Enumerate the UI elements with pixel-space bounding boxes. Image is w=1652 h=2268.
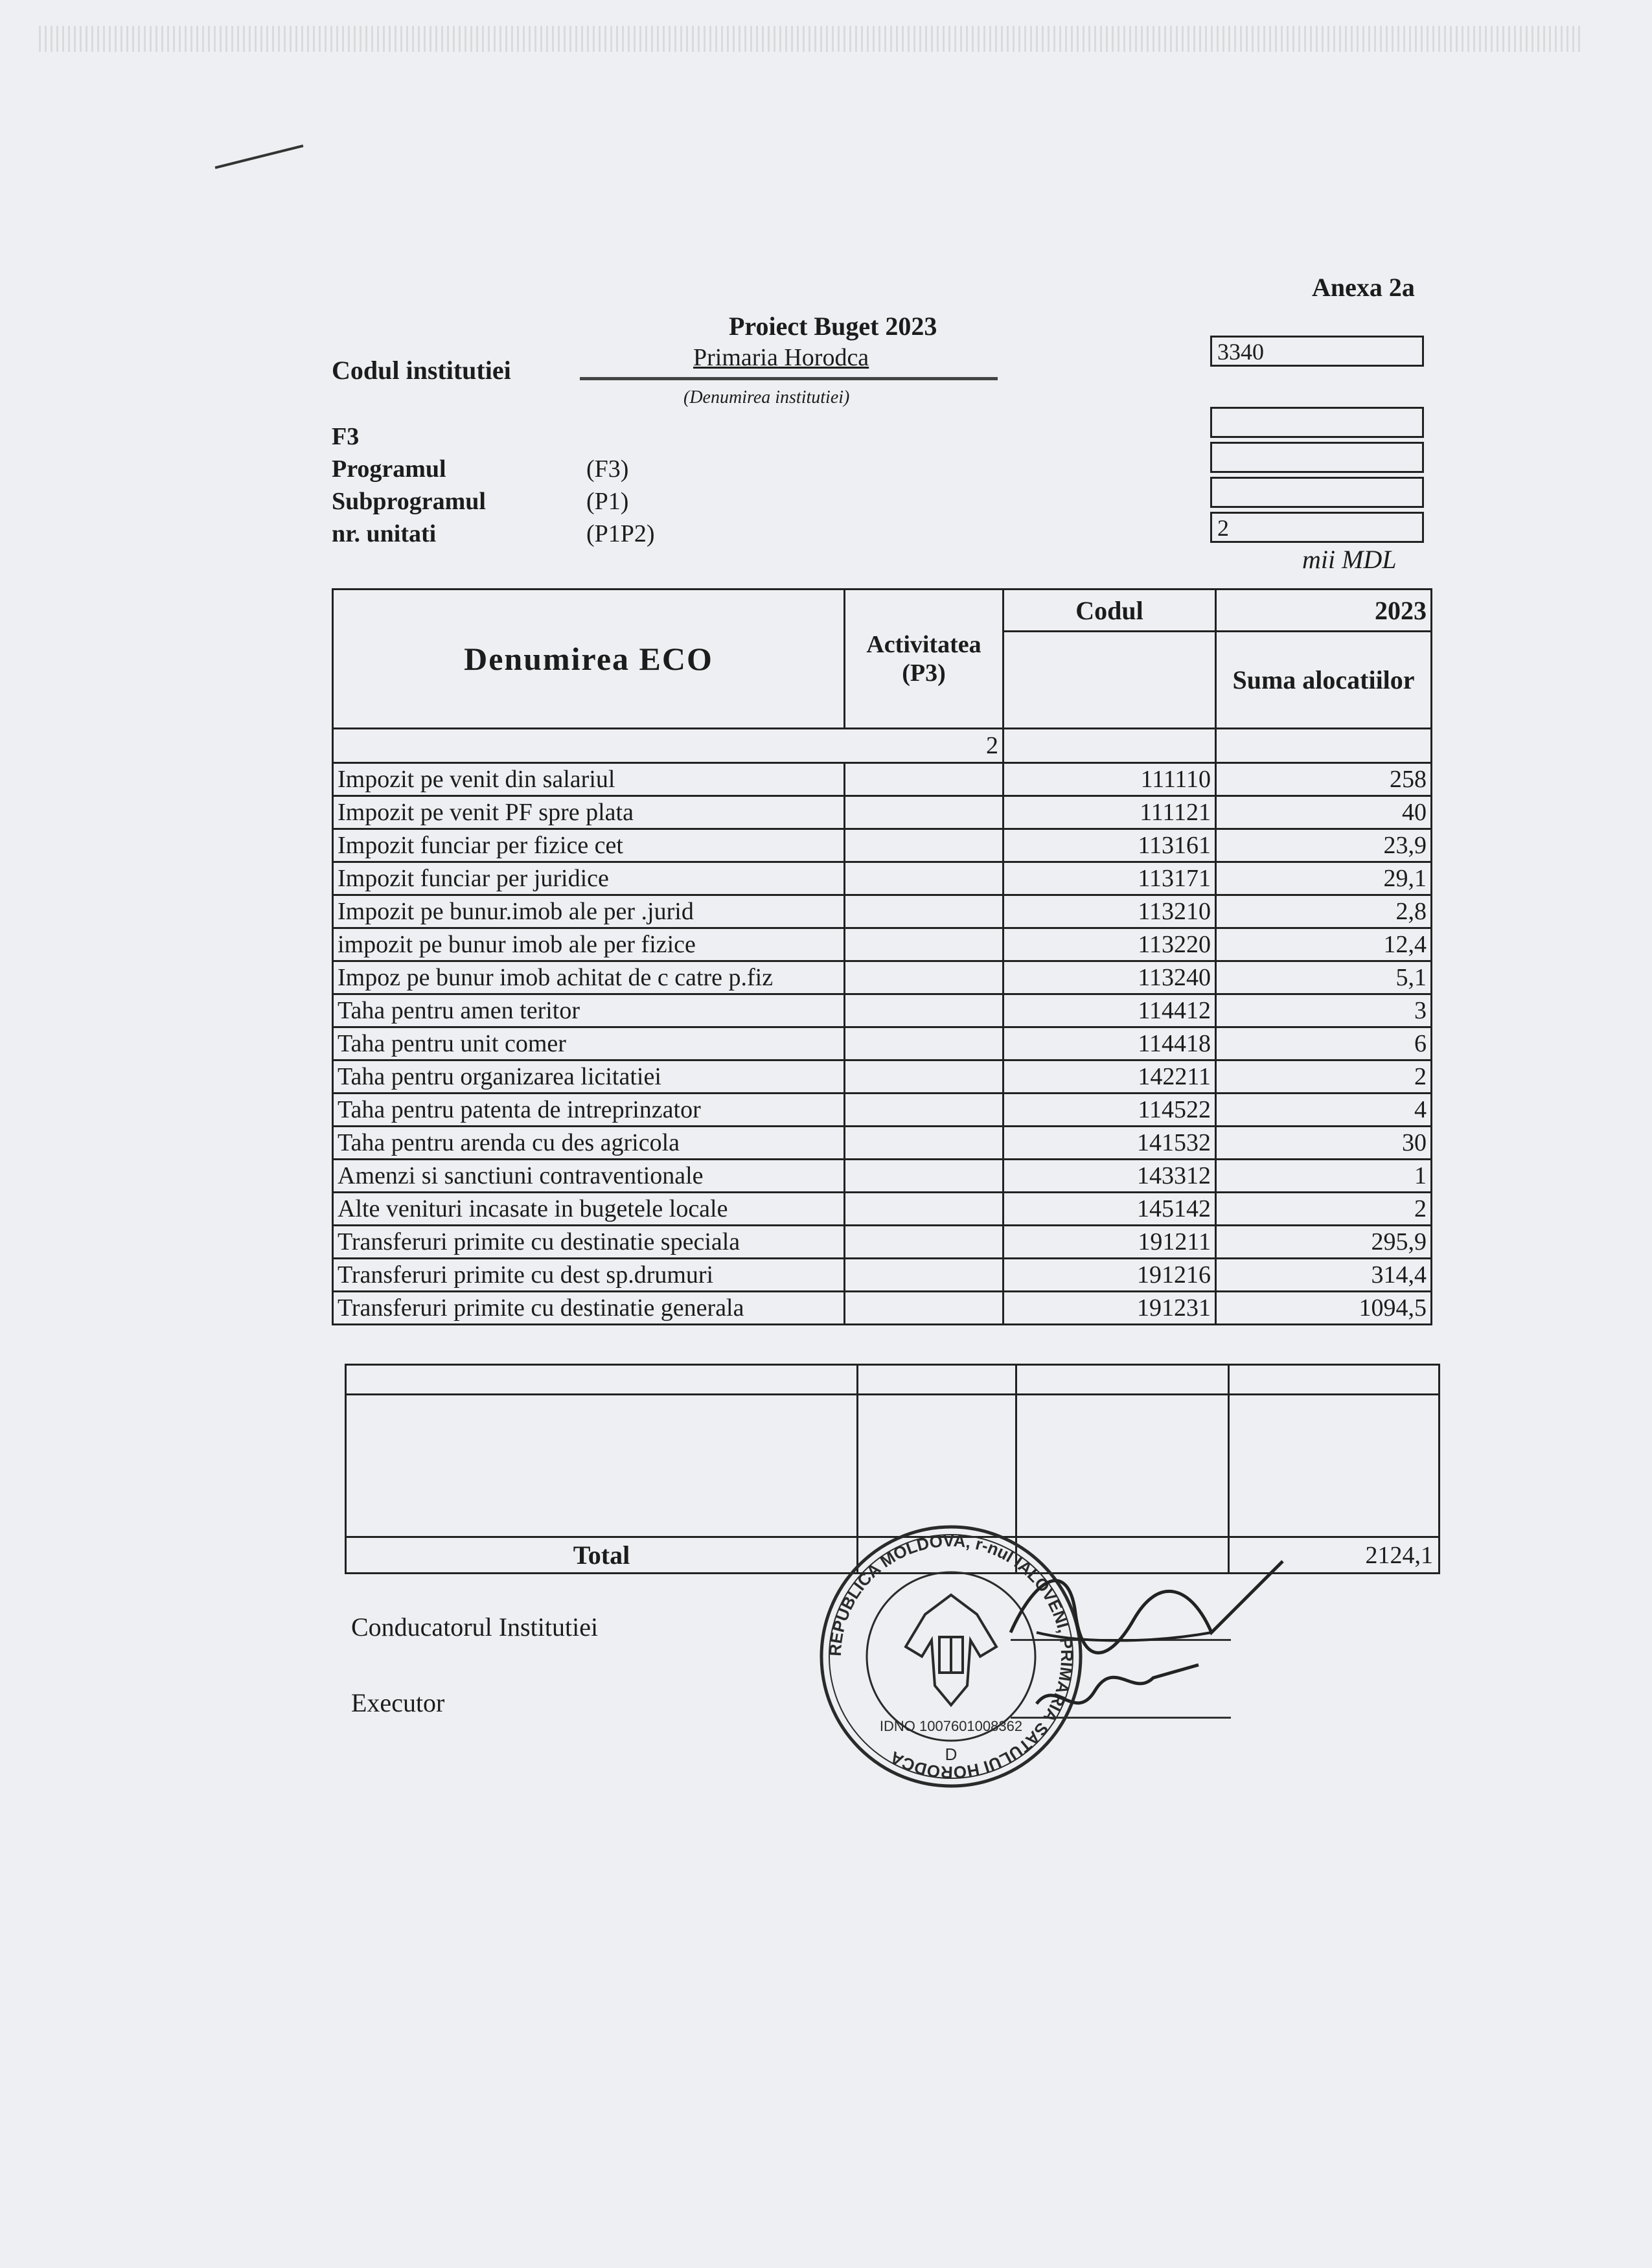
- code-cell: 113210: [1004, 895, 1216, 928]
- sum-cell: 40: [1216, 796, 1432, 829]
- activity-cell: [845, 1127, 1004, 1160]
- eco-name-cell: Transferuri primite cu destinatie generala: [333, 1292, 845, 1325]
- index-value: 2: [986, 732, 998, 759]
- code-cell: 145142: [1004, 1193, 1216, 1226]
- units-value: 2: [1217, 515, 1229, 541]
- sum-cell: 2,8: [1216, 895, 1432, 928]
- eco-name-cell: Amenzi si sanctiuni contraventionale: [333, 1160, 845, 1193]
- code-cell: 111110: [1004, 763, 1216, 796]
- sum-cell: 258: [1216, 763, 1432, 796]
- sum-cell: 23,9: [1216, 829, 1432, 862]
- head-of-institution-label: Conducatorul Institutiei: [351, 1612, 599, 1642]
- eco-name-cell: Impozit pe venit PF spre plata: [333, 796, 845, 829]
- table-row: [333, 862, 1432, 895]
- sum-cell: 12,4: [1216, 928, 1432, 961]
- activity-cell: [845, 763, 1004, 796]
- pen-mark: [215, 144, 304, 169]
- blank-cell: [346, 1395, 858, 1537]
- code-cell: 191211: [1004, 1226, 1216, 1259]
- institution-name-caption: (Denumirea institutiei): [683, 387, 850, 407]
- eco-name-cell: Taha pentru unit comer: [333, 1027, 845, 1060]
- table-row: [333, 1193, 1432, 1226]
- blank-cell: [346, 1365, 858, 1395]
- activity-cell: [845, 829, 1004, 862]
- sum-cell: 295,9: [1216, 1226, 1432, 1259]
- code-cell: 113220: [1004, 928, 1216, 961]
- eco-name-cell: Taha pentru patenta de intreprinzator: [333, 1094, 845, 1127]
- code-subheader-cell: [1004, 632, 1216, 729]
- blank-cell: [1016, 1365, 1229, 1395]
- coat-of-arms-icon: [906, 1595, 996, 1705]
- index-cell: [333, 729, 1004, 763]
- table-row: [333, 1127, 1432, 1160]
- eco-name-cell: Impozit pe venit din salariul: [333, 763, 845, 796]
- program-label: Programul: [332, 455, 446, 483]
- column-header-sum: Suma alocatiilor: [1216, 632, 1432, 729]
- total-value: 2124,1: [1229, 1537, 1440, 1574]
- column-header-activity: Activitatea (P3): [845, 590, 1004, 729]
- activity-cell: [845, 1060, 1004, 1094]
- code-cell: 142211: [1004, 1060, 1216, 1094]
- eco-name-cell: Taha pentru organizarea licitatiei: [333, 1060, 845, 1094]
- sum-cell: 30: [1216, 1127, 1432, 1160]
- institution-code-box: [1210, 336, 1424, 367]
- eco-name-cell: Impozit pe bunur.imob ale per .jurid: [333, 895, 845, 928]
- sum-cell: 314,4: [1216, 1259, 1432, 1292]
- code-cell: 143312: [1004, 1160, 1216, 1193]
- activity-cell: [845, 796, 1004, 829]
- activity-cell: [845, 1226, 1004, 1259]
- institution-code-label: Codul institutiei: [332, 356, 511, 385]
- activity-cell: [845, 928, 1004, 961]
- index-sum-cell: [1216, 729, 1432, 763]
- table-row: [333, 928, 1432, 961]
- code-cell: 113240: [1004, 961, 1216, 994]
- activity-cell: [845, 961, 1004, 994]
- eco-name-cell: impozit pe bunur imob ale per fizice: [333, 928, 845, 961]
- eco-name-cell: Alte venituri incasate in bugetele locale: [333, 1193, 845, 1226]
- blank-cell: [858, 1395, 1016, 1537]
- code-cell: 191216: [1004, 1259, 1216, 1292]
- eco-name-cell: Transferuri primite cu destinatie speciala: [333, 1226, 845, 1259]
- handwritten-signatures: [998, 1535, 1296, 1730]
- eco-name-cell: Impozit funciar per juridice: [333, 862, 845, 895]
- eco-name-cell: Impoz pe bunur imob achitat de c catre p.fiz: [333, 961, 845, 994]
- scan-edge-noise: [39, 26, 1581, 52]
- column-header-code: Codul: [1004, 590, 1216, 632]
- activity-cell: [845, 1193, 1004, 1226]
- project-title: Proiect Buget 2023: [729, 312, 937, 341]
- code-cell: 141532: [1004, 1127, 1216, 1160]
- institution-name: Primaria Horodca: [693, 344, 869, 371]
- eco-name-cell: Transferuri primite cu dest sp.drumuri: [333, 1259, 845, 1292]
- code-cell: 114412: [1004, 994, 1216, 1027]
- blank-cell: [858, 1365, 1016, 1395]
- code-cell: 113161: [1004, 829, 1216, 862]
- blank-cell: [1016, 1395, 1229, 1537]
- table-row: [333, 994, 1432, 1027]
- units-code: (P1P2): [586, 520, 655, 547]
- activity-cell: [845, 1094, 1004, 1127]
- eco-name-cell: Taha pentru amen teritor: [333, 994, 845, 1027]
- total-label: Total: [346, 1537, 858, 1574]
- eco-name-cell: Taha pentru arenda cu des agricola: [333, 1127, 845, 1160]
- activity-cell: [845, 994, 1004, 1027]
- stamp-letter: D: [945, 1745, 958, 1764]
- subprogram-code: (P1): [586, 488, 629, 515]
- table-row: [333, 1027, 1432, 1060]
- blank-cell: [1229, 1395, 1440, 1537]
- activity-cell: [845, 895, 1004, 928]
- table-row: [333, 961, 1432, 994]
- table-row: [333, 1259, 1432, 1292]
- eco-table: [332, 588, 1432, 1325]
- code-cell: 191231: [1004, 1292, 1216, 1325]
- table-row: [333, 763, 1432, 796]
- program-box: [1210, 442, 1424, 473]
- sum-cell: 1: [1216, 1160, 1432, 1193]
- eco-rows: [333, 763, 1432, 1325]
- code-cell: 114522: [1004, 1094, 1216, 1127]
- executor-label: Executor: [351, 1688, 445, 1717]
- table-row: [333, 895, 1432, 928]
- table-row: [333, 1094, 1432, 1127]
- units-box: [1210, 512, 1424, 543]
- index-code-cell: [1004, 729, 1216, 763]
- table-row: [333, 1292, 1432, 1325]
- sum-cell: 29,1: [1216, 862, 1432, 895]
- subprogram-box: [1210, 477, 1424, 508]
- table-row: [333, 1226, 1432, 1259]
- institution-underline: [580, 377, 998, 380]
- f3-box: [1210, 407, 1424, 438]
- table-row: [333, 796, 1432, 829]
- stamp-outer-text: REPUBLICA MOLDOVA, r-nul IALOVENI, PRIMARIA SATULUI HORODCA: [825, 1530, 1077, 1783]
- activity-cell: [845, 1259, 1004, 1292]
- program-code: (F3): [586, 455, 629, 483]
- sum-cell: 2: [1216, 1060, 1432, 1094]
- units-label: nr. unitati: [332, 520, 437, 547]
- sum-cell: 3: [1216, 994, 1432, 1027]
- f3-label: F3: [332, 423, 360, 450]
- table-row: [333, 1160, 1432, 1193]
- table-row: [333, 1060, 1432, 1094]
- activity-cell: [845, 1160, 1004, 1193]
- column-header-eco: Denumirea ECO: [333, 590, 845, 729]
- annex-label: Anexa 2a: [1312, 273, 1415, 302]
- table-row: [333, 829, 1432, 862]
- code-cell: 111121: [1004, 796, 1216, 829]
- sum-cell: 2: [1216, 1193, 1432, 1226]
- eco-name-cell: Impozit funciar per fizice cet: [333, 829, 845, 862]
- sum-cell: 5,1: [1216, 961, 1432, 994]
- code-cell: 113171: [1004, 862, 1216, 895]
- sum-cell: 6: [1216, 1027, 1432, 1060]
- column-header-year: 2023: [1216, 590, 1432, 632]
- currency-unit: mii MDL: [1302, 545, 1397, 574]
- subprogram-label: Subprogramul: [332, 488, 486, 515]
- institution-code-value: 3340: [1217, 339, 1264, 365]
- code-cell: 114418: [1004, 1027, 1216, 1060]
- blank-cell: [1229, 1365, 1440, 1395]
- sum-cell: 4: [1216, 1094, 1432, 1127]
- activity-cell: [845, 862, 1004, 895]
- sum-cell: 1094,5: [1216, 1292, 1432, 1325]
- activity-cell: [845, 1027, 1004, 1060]
- activity-cell: [845, 1292, 1004, 1325]
- stamp-inner-text: IDNO 1007601008362: [879, 1718, 1023, 1734]
